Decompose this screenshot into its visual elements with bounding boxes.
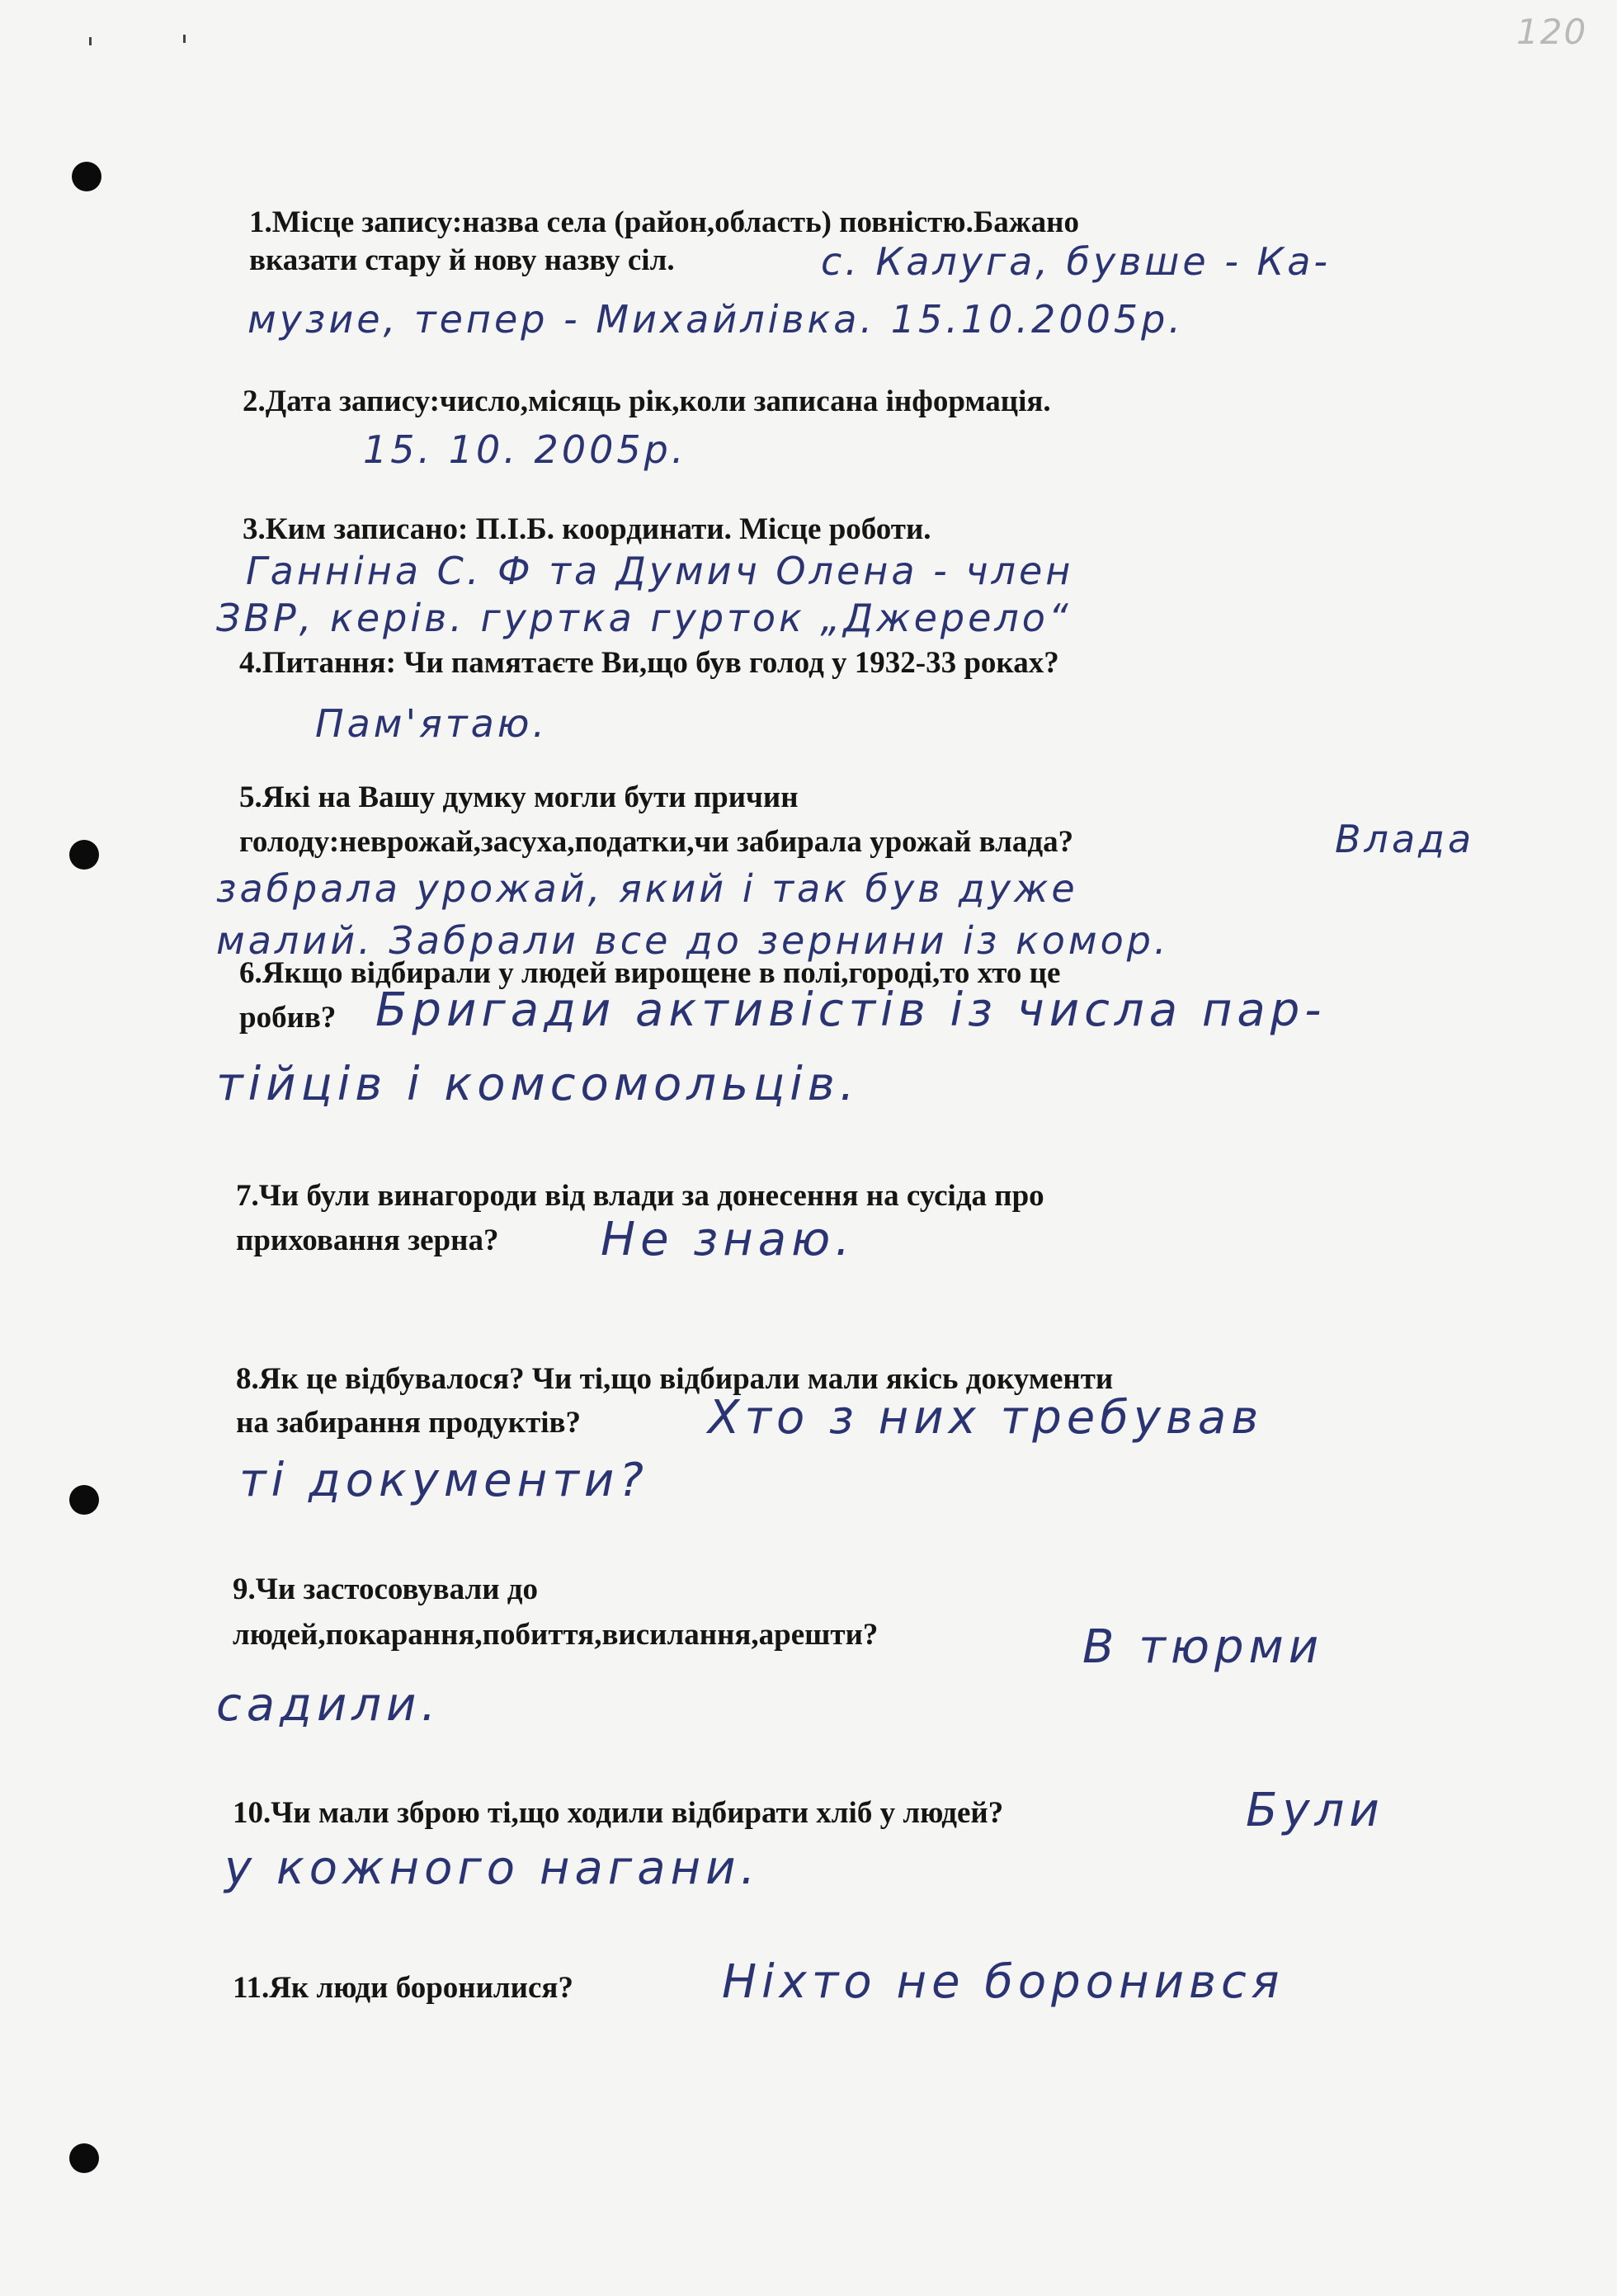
answer-11: Ніхто не боронився: [722, 1955, 1285, 2009]
question-4-line-1: 4.Питання: Чи памятаєте Ви,що був голод у 1932-33 роках?: [239, 646, 1059, 680]
question-5-line-1: 5.Які на Вашу думку могли бути причин: [239, 780, 799, 814]
binder-hole: [69, 2143, 99, 2173]
answer-10-line-1: Були: [1246, 1784, 1384, 1837]
binder-hole: [72, 162, 101, 191]
scan-mark: [183, 35, 186, 43]
question-3-line-1: 3.Ким записано: П.І.Б. координати. Місце роботи.: [243, 512, 931, 546]
answer-1-line-1: с. Калуга, бувше - Ка-: [821, 239, 1331, 284]
answer-5-line-2: забрала урожай, який і так був дуже: [216, 866, 1078, 911]
question-11-line-1: 11.Як люди боронилися?: [233, 1971, 573, 2005]
answer-1-line-2: музиe, тепер - Михайлівка. 15.10.2005р.: [248, 297, 1184, 342]
answer-2: 15. 10. 2005р.: [363, 427, 687, 472]
question-6-line-2: робив?: [239, 1001, 337, 1035]
question-8-line-1: 8.Як це відбувалося? Чи ті,що відбирали мали якісь документи: [236, 1362, 1114, 1396]
question-6-line-1: 6.Якщо відбирали у людей вирощене в полі,городі,то хто це: [239, 956, 1061, 990]
answer-3-line-1: Ганніна С. Ф та Думич Олена - член: [246, 549, 1074, 593]
question-5-line-2: голоду:неврожай,засуха,податки,чи забирала урожай влада?: [239, 825, 1074, 859]
answer-4: Пам'ятаю.: [315, 701, 549, 746]
answer-7: Не знаю.: [601, 1213, 856, 1266]
question-9-line-1: 9.Чи застосовували до: [233, 1572, 539, 1606]
question-1-line-1: 1.Місце запису:назва села (район,область) повністю.Бажано: [249, 205, 1079, 239]
question-7-line-2: приховання зерна?: [236, 1223, 499, 1257]
binder-hole: [69, 840, 99, 870]
answer-8-line-1: Хто з них требував: [708, 1391, 1264, 1445]
answer-6-line-2: тійців і комсомольців.: [216, 1058, 860, 1111]
answer-6-line-1: Бригади активістів із числа пар-: [375, 983, 1327, 1037]
question-10-line-1: 10.Чи мали зброю ті,що ходили відбирати хліб у людей?: [233, 1796, 1004, 1830]
answer-9-line-2: садили.: [216, 1678, 441, 1732]
answer-8-line-2: ті документи?: [239, 1454, 648, 1507]
question-8-line-2: на забирання продуктів?: [236, 1406, 582, 1440]
answer-5-line-1: Влада: [1335, 817, 1475, 861]
answer-10-line-2: у кожного нагани.: [224, 1841, 761, 1895]
scan-mark: [89, 37, 92, 45]
question-7-line-1: 7.Чи були винагороди від влади за донесення на сусіда про: [236, 1179, 1044, 1213]
answer-9-line-1: В тюрми: [1082, 1620, 1324, 1674]
answer-5-line-3: малий. Забрали все до зернини із комор.: [216, 918, 1170, 963]
page-number: 120: [1516, 12, 1588, 52]
question-2-line-1: 2.Дата запису:число,місяць рік,коли записана інформація.: [243, 384, 1051, 418]
question-9-line-2: людей,покарання,побиття,висилання,арешти?: [233, 1618, 879, 1652]
binder-hole: [69, 1485, 99, 1515]
answer-3-line-2: ЗВР, керів. гуртка гурток „Джерело“: [216, 596, 1072, 640]
question-1-line-2: вказати стару й нову назву сіл.: [249, 243, 675, 277]
